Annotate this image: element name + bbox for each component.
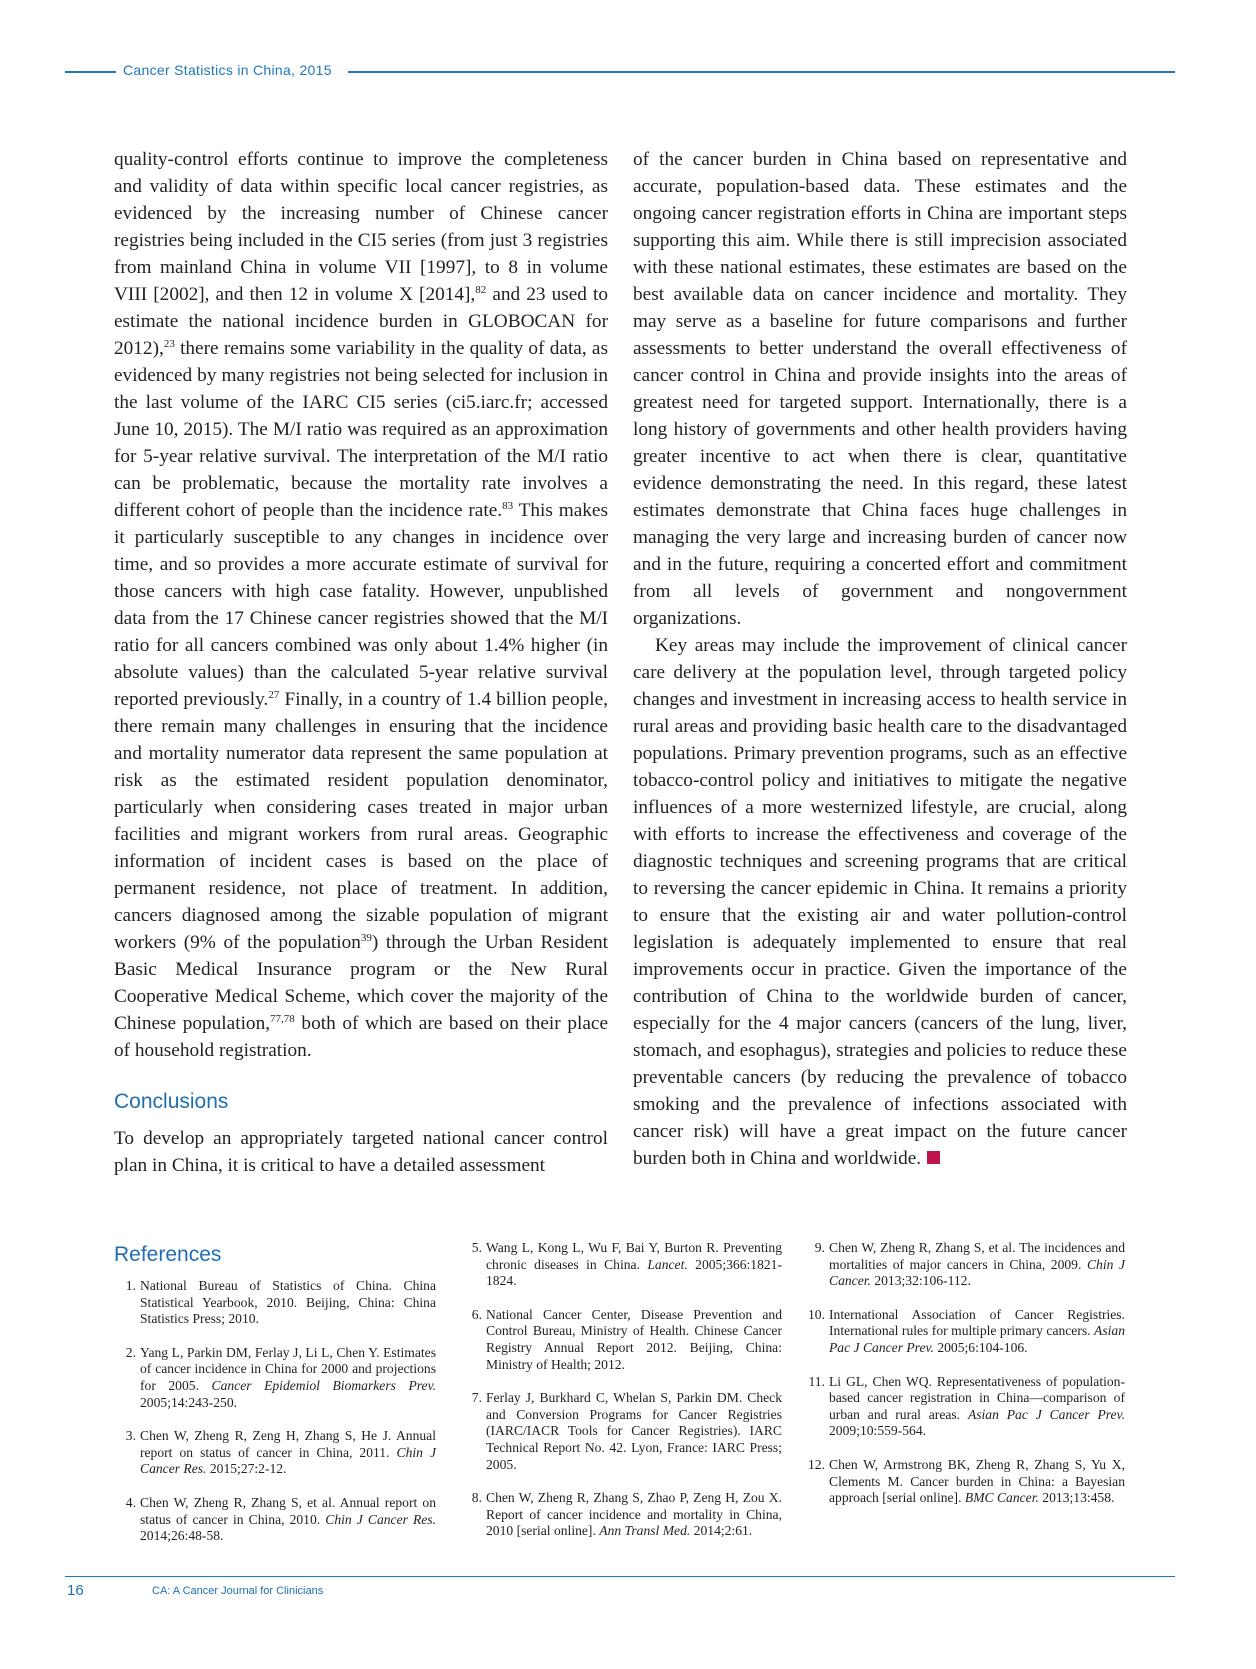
citation-23: 23	[163, 338, 175, 350]
reference-item: 8. Chen W, Zheng R, Zhang S, Zhao P, Zeng H, Zou X. Report of cancer incidence and mortality in China, 2010 [serial online]. Ann Transl Med. 2014;2:61.	[471, 1490, 782, 1539]
citation-27: 27	[268, 689, 280, 701]
references-column-2	[460, 1240, 782, 1557]
references-column-3	[803, 1240, 1125, 1524]
left-paragraph-1: quality-control efforts continue to improve the completeness and validity of data within specific local cancer registries, as evidenced by the increasing number of Chinese cancer registries being included in the CI5 series (from just 3 registries from mainland China in volume VII [1997], to 8 in volume VIII [2002], and then 12 in volume X [2014],$^{82}$ and 23 used to estimate the national incidence burden in GLOBOCAN for 2012),$^{23}$ there remains some variability in the quality of data, as evidenced by many registries not being selected for inclusion in the last volume of the IARC CI5 series (ci5.iarc.fr; accessed June 10, 2015). The M/I ratio was required as an approximation for 5-year relative survival. The interpretation of the M/I ratio can be problematic, because the mortality rate involves a different cohort of people than the incidence rate.$^{83}$ This makes it particularly susceptible to any changes in incidence over time, and so provides a more accurate estimate of survival for those cancers with high case fatality. However, unpublished data from the 17 Chinese cancer registries showed that the M/I ratio for all cancers combined was only about 1.4% higher (in absolute values) than the calculated 5-year relative survival reported previously.$^{27}$ Finally, in a country of 1.4 billion people, there remain many challenges in ensuring that the incidence and mortality numerator data represent the same population at risk as the estimated resident population denominator, particularly when considering cases treated in major urban facilities and migrant workers from rural areas. Geographic information of incident cases is based on the place of permanent residence, not place of treatment. In addition, cancers diagnosed among the sizable population of migrant workers (9% of the population$^{39}$) through the Urban Resident Basic Medical Insurance program or the New Rural Cooperative Medical Scheme, which cover the majority of the Chinese population,$^{77,78}$ both of which are based on their place of household registration.	[114, 149, 609, 1061]
right-paragraph-1: of the cancer burden in China based on representative and accurate, population-based data. These estimates and the ongoing cancer registration efforts in China are important steps supporting this aim. While there is still imprecision associated with these national estimates, these estimates are based on the best available data on cancer incidence and mortality. They may serve as a baseline for future comparisons and further assessments to better understand the overall effectiveness of cancer control in China and provide insights into the areas of greatest need for targeted support. Internationally, there is a long history of governments and other health providers having greater incentive to act when there is clear, quantitative evidence demonstrating the need. In this regard, these latest estimates demonstrate that China faces huge challenges in managing the very large and increasing burden of cancer now and in the future, requiring a concerted effort and commitment from all levels of government and nongovernment organizations.	[633, 149, 1127, 629]
footer-rule	[65, 1576, 1175, 1577]
right-paragraph-2: Key areas may include the improvement of clinical cancer care delivery at the population level, through targeted policy changes and investment in increasing access to health service in rural areas and providing basic health care to the disadvantaged populations. Primary prevention programs, such as an effective tobacco-control policy and initiatives to mitigate the negative influences of a more westernized lifestyle, are crucial, along with efforts to increase the effectiveness and coverage of the diagnostic techniques and screening programs that are critical to reversing the cancer epidemic in China. It remains a priority to ensure that the existing air and water pollution-control legislation is adequately implemented to ensure that real improvements occur in practice. Given the importance of the contribution of China to the worldwide burden of cancer, especially for the 4 major cancers (cancers of the lung, liver, stomach, and esophagus), strategies and policies to reduce these preventable cancers (by reducing the prevalence of tobacco smoking and the prevalence of infections associated with cancer risk) will have a great impact on the future cancer burden both in China and worldwide.	[633, 635, 1127, 1169]
running-header-title: Cancer Statistics in China, 2015	[123, 62, 332, 78]
header-rule-left	[65, 71, 116, 73]
page-number: 16	[67, 1582, 84, 1599]
conclusions-heading: Conclusions	[114, 1090, 229, 1113]
citation-82: 82	[475, 284, 487, 296]
conclusions-paragraph: To develop an appropriately targeted national cancer control plan in China, it is critical to have a detailed assessment	[114, 1128, 608, 1176]
end-of-article-mark	[927, 1151, 940, 1164]
reference-item: 10. International Association of Cancer Registries. International rules for multiple primary cancers. Asian Pac J Cancer Prev. 2005;6:104-106.	[808, 1306, 1125, 1355]
references-heading: References	[114, 1243, 222, 1266]
journal-name: CA: A Cancer Journal for Clinicians	[152, 1585, 324, 1597]
header-rule-right	[348, 71, 1175, 73]
right-column	[633, 146, 1127, 1172]
references-column-1	[114, 1278, 436, 1562]
reference-item: 1. National Bureau of Statistics of China. China Statistical Yearbook, 2010. Beijing, China: China Statistics Press; 2010.	[125, 1278, 436, 1327]
citation-83: 83	[502, 500, 514, 512]
reference-item: 12. Chen W, Armstrong BK, Zheng R, Zhang S, Yu X, Clements M. Cancer burden in China: a Bayesian approach [serial online]. BMC Cancer. 2013;13:458.	[808, 1456, 1125, 1506]
reference-item: 6. National Cancer Center, Disease Prevention and Control Bureau, Ministry of Health. Chinese Cancer Registry Annual Report 2012. Beijing, China: Ministry of Health; 2012.	[471, 1306, 782, 1372]
reference-item: 11. Li GL, Chen WQ. Representativeness of population-based cancer registration in China—comparison of urban and rural areas. Asian Pac J Cancer Prev. 2009;10:559-564.	[808, 1373, 1125, 1439]
reference-item: 4. Chen W, Zheng R, Zhang S, et al. Annual report on status of cancer in China, 2010. Chin J Cancer Res. 2014;26:48-58.	[125, 1494, 436, 1544]
citation-39: 39	[360, 932, 372, 944]
left-column	[114, 146, 608, 1179]
reference-item: 9. Chen W, Zheng R, Zhang S, et al. The incidences and mortalities of major cancers in China, 2009. Chin J Cancer. 2013;32:106-112.	[814, 1240, 1125, 1289]
reference-item: 5. Wang L, Kong L, Wu F, Bai Y, Burton R. Preventing chronic diseases in China. Lancet. 2005;366:1821-1824.	[471, 1240, 782, 1289]
reference-item: 7. Ferlay J, Burkhard C, Whelan S, Parkin DM. Check and Conversion Programs for Cancer Registries (IARC/IACR Tools for Cancer Registries). IARC Technical Report No. 42. Lyon, France: IARC Press; 2005.	[471, 1390, 782, 1472]
reference-item: 2. Yang L, Parkin DM, Ferlay J, Li L, Chen Y. Estimates of cancer incidence in China for 2000 and projections for 2005. Cancer Epidemiol Biomarkers Prev. 2005;14:243-250.	[125, 1344, 436, 1410]
citation-77-78: 77,78	[270, 1013, 295, 1025]
reference-item: 3. Chen W, Zheng R, Zeng H, Zhang S, He J. Annual report on status of cancer in China, 2011. Chin J Cancer Res. 2015;27:2-12.	[125, 1428, 436, 1477]
